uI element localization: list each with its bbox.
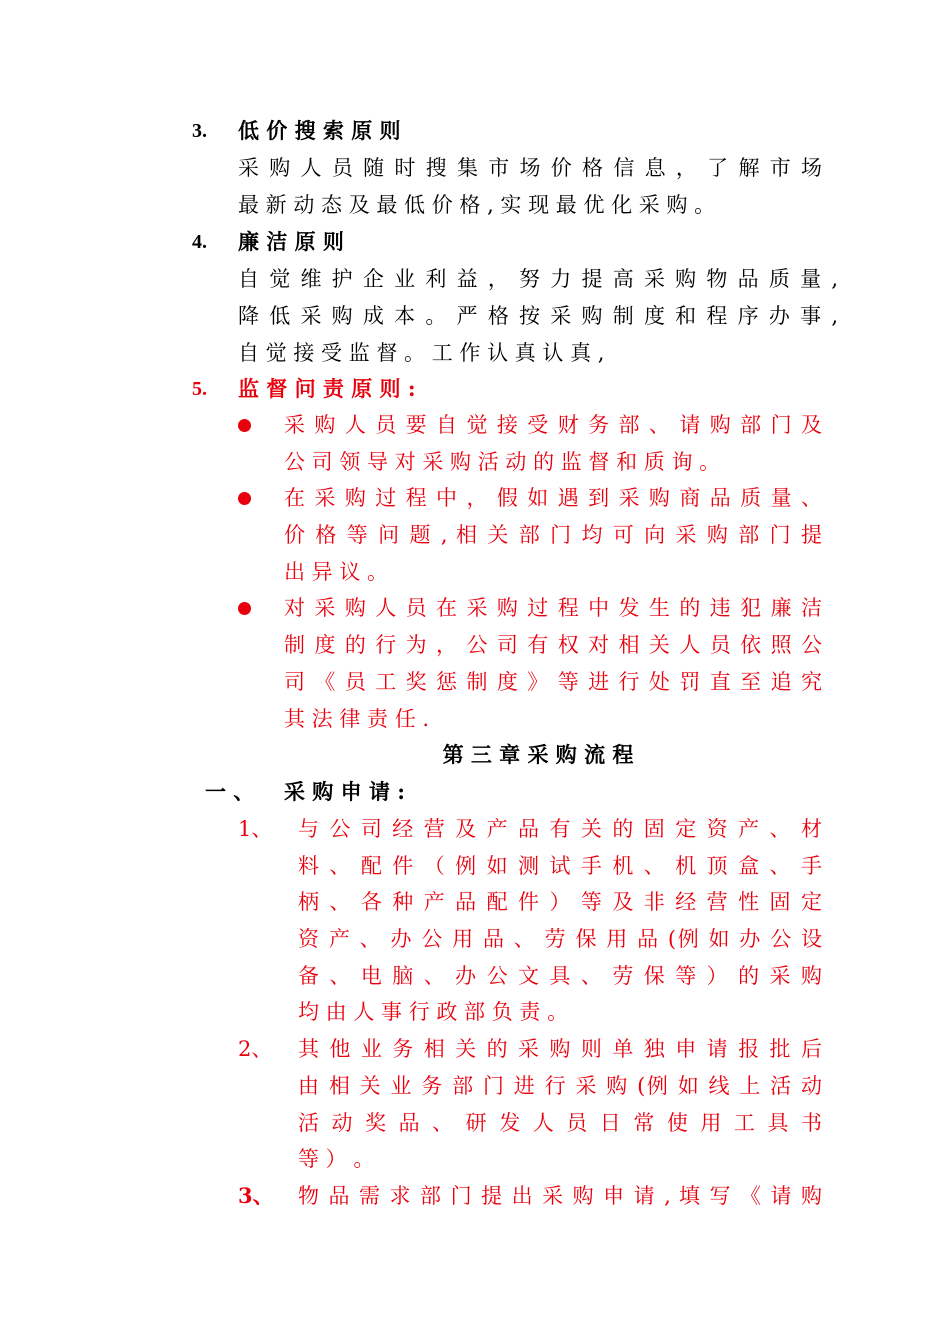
item-2-line-1: 其 他 业 务 相 关 的 采 购 则 单 独 申 请 报 批 后 [298, 1037, 822, 1061]
item-1-line-6: 均 由 人 事 行 政 部 负 责 。 [298, 1000, 569, 1024]
section-5-number: 5. [192, 378, 207, 400]
bullet-3-line-3: 司 《 员 工 奖 惩 制 度 》 等 进 行 处 罚 直 至 追 究 [284, 670, 822, 694]
section-3-line-2: 最 新 动 态 及 最 低 价 格 , 实 现 最 优 化 采 购 。 [238, 193, 716, 217]
part-1-title: 采 购 申 请 : [284, 779, 405, 804]
item-1-line-4: 资 产 、 办 公 用 品 、 劳 保 用 品 (例 如 办 公 设 [298, 927, 822, 951]
bullet-2-line-2: 价 格 等 问 题 , 相 关 部 门 均 可 向 采 购 部 门 提 [284, 523, 822, 547]
item-2-line-4: 等 ） 。 [298, 1147, 375, 1171]
chapter-title: 第 三 章 采 购 流 程 [442, 742, 634, 767]
bullet-dot-icon [238, 492, 251, 505]
item-2-number: 2、 [238, 1037, 273, 1061]
item-1-line-1: 与 公 司 经 营 及 产 品 有 关 的 固 定 资 产 、 材 [298, 817, 822, 841]
item-1-line-2: 料 、 配 件 （ 例 如 测 试 手 机 、 机 顶 盒 、 手 [298, 854, 822, 878]
bullet-1-line-2: 公 司 领 导 对 采 购 活 动 的 监 督 和 质 询 。 [284, 450, 721, 474]
item-1-number: 1、 [238, 817, 273, 841]
bullet-dot-icon [238, 419, 251, 432]
section-4-line-2: 降 低 采 购 成 本 。 严 格 按 采 购 制 度 和 程 序 办 事 , [238, 304, 838, 328]
section-3-title: 低 价 搜 索 原 则 [238, 118, 401, 143]
item-1-line-3: 柄 、 各 种 产 品 配 件 ） 等 及 非 经 营 性 固 定 [298, 890, 822, 914]
bullet-dot-icon [238, 602, 251, 615]
section-4-line-3: 自 觉 接 受 监 督 。 工 作 认 真 认 真 , [238, 341, 605, 365]
part-1-number: 一 、 [205, 779, 255, 804]
item-3-number: 3、 [238, 1183, 274, 1208]
section-4-title: 廉 洁 原 则 [238, 229, 344, 254]
item-3-line-1: 物 品 需 求 部 门 提 出 采 购 申 请 , 填 写 《 请 购 [298, 1184, 822, 1208]
section-4-number: 4. [192, 231, 207, 253]
item-2-line-2: 由 相 关 业 务 部 门 进 行 采 购 (例 如 线 上 活 动 [298, 1074, 822, 1098]
section-3-line-1: 采 购 人 员 随 时 搜 集 市 场 价 格 信 息 ， 了 解 市 场 [238, 156, 822, 180]
item-1-line-5: 备 、 电 脑 、 办 公 文 具 、 劳 保 等 ） 的 采 购 [298, 964, 822, 988]
bullet-3-line-2: 制 度 的 行 为 ， 公 司 有 权 对 相 关 人 员 依 照 公 [284, 633, 822, 657]
bullet-3-line-4: 其 法 律 责 任 . [284, 707, 430, 731]
item-2-line-3: 活 动 奖 品 、 研 发 人 员 日 常 使 用 工 具 书 [298, 1111, 822, 1135]
bullet-1-line-1: 采 购 人 员 要 自 觉 接 受 财 务 部 、 请 购 部 门 及 [284, 413, 822, 437]
section-4-line-1: 自 觉 维 护 企 业 利 益 ， 努 力 提 高 采 购 物 品 质 量 , [238, 267, 838, 291]
bullet-2-line-1: 在 采 购 过 程 中 ， 假 如 遇 到 采 购 商 品 质 量 、 [284, 486, 822, 510]
bullet-2-line-3: 出 异 议 。 [284, 560, 389, 584]
section-5-title: 监 督 问 责 原 则 : [238, 376, 416, 401]
section-3-number: 3. [192, 120, 207, 142]
bullet-3-line-1: 对 采 购 人 员 在 采 购 过 程 中 发 生 的 违 犯 廉 洁 [284, 596, 822, 620]
